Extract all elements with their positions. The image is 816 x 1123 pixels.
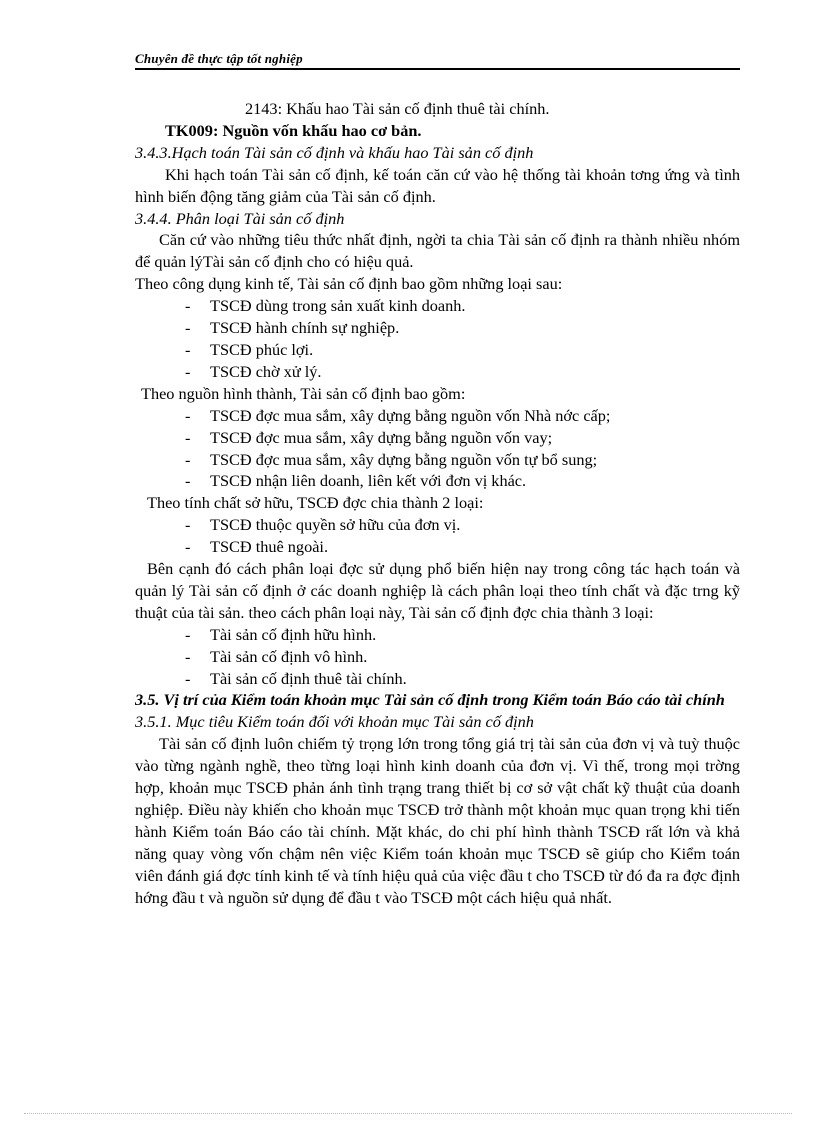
header-title: Chuyên đề thực tập tốt nghiệp bbox=[135, 51, 303, 66]
heading-3-4-3: 3.4.3.Hạch toán Tài sản cố định và khấu hao Tài sản cố định bbox=[135, 142, 534, 162]
list-tinh-chat bbox=[135, 624, 740, 690]
paragraph-ben-canh: Bên cạnh đó cách phân loại đợc sử dụng phổ biến hiện nay trong công tác hạch toán và quản lý Tài sản cố định ở các doanh nghiệp là cách phân loại theo tính chất và đặc trng kỹ thuật của tài sản. theo cách phân loại này, Tài sản cố định đợc chia thành 3 loại: bbox=[135, 559, 740, 622]
list-cong-dung bbox=[135, 295, 740, 383]
document-body bbox=[135, 98, 740, 909]
list-item: - TSCĐ thuộc quyền sở hữu của đơn vị. bbox=[185, 515, 461, 535]
list-item: - Tài sản cố định vô hình. bbox=[185, 646, 368, 666]
list-nguon-hinh-thanh bbox=[135, 405, 740, 493]
heading-3-5-1: 3.5.1. Mục tiêu Kiểm toán đối với khoản mục Tài sản cố định bbox=[135, 712, 534, 732]
paragraph-so-huu: Theo tính chất sở hữu, TSCĐ đợc chia thành 2 loại: bbox=[147, 493, 484, 513]
list-item: - TSCĐ phúc lợi. bbox=[185, 339, 314, 359]
paragraph-nguon-hinh-thanh: Theo nguồn hình thành, Tài sản cố định bao gồm: bbox=[141, 383, 466, 403]
page-header bbox=[135, 50, 740, 70]
list-item: - TSCĐ thuê ngoài. bbox=[185, 537, 329, 557]
heading-3-4-4: 3.4.4. Phân loại Tài sản cố định bbox=[135, 208, 345, 228]
list-item: - Tài sản cố định hữu hình. bbox=[185, 624, 377, 644]
list-item: - TSCĐ dùng trong sản xuất kinh doanh. bbox=[185, 296, 466, 316]
list-item: - TSCĐ đợc mua sắm, xây dựng bằng nguồn vốn tự bổ sung; bbox=[185, 449, 598, 469]
list-item: - TSCĐ đợc mua sắm, xây dựng bằng nguồn vốn Nhà nớc cấp; bbox=[185, 405, 611, 425]
list-item: - TSCĐ nhận liên doanh, liên kết với đơn vị khác. bbox=[185, 471, 527, 491]
list-item: - TSCĐ đợc mua sắm, xây dựng bằng nguồn vốn vay; bbox=[185, 427, 553, 447]
paragraph-3-5-1: Tài sản cố định luôn chiếm tỷ trọng lớn trong tổng giá trị tài sản của đơn vị và tuỳ thuộc vào từng ngành nghề, theo từng loại hình kinh doanh của đơn vị. Vì thế, trong mọi trờng hợp, khoản mục TSCĐ phản ánh tình trạng trang thiết bị cơ sở vật chất kỹ thuật của doanh nghiệp. Điều này khiến cho khoản mục TSCĐ trở thành một khoản mục quan trọng khi tiến hành Kiểm toán Báo cáo tài chính. Mặt khác, do chi phí hình thành TSCĐ rất lớn và khả năng quay vòng vốn chậm nên việc Kiểm toán khoản mục TSCĐ sẽ giúp cho Kiểm toán viên đánh giá đợc tính kinh tế và tính hiệu quả của việc đầu t cho TSCĐ từ đó đa ra đợc định hớng đầu t và nguồn sử dụng để đầu t vào TSCĐ một cách hiệu quả nhất. bbox=[135, 734, 740, 907]
list-item: - Tài sản cố định thuê tài chính. bbox=[185, 668, 407, 688]
list-so-huu bbox=[135, 514, 740, 558]
page-bottom-divider bbox=[24, 1113, 792, 1114]
paragraph-3-4-3: Khi hạch toán Tài sản cố định, kế toán căn cứ vào hệ thống tài khoản tơng ứng và tình hình biến động tăng giảm của Tài sản cố định. bbox=[135, 164, 740, 206]
paragraph-cong-dung: Theo công dụng kinh tế, Tài sản cố định bao gồm những loại sau: bbox=[135, 274, 563, 294]
line-tk009: TK009: Nguồn vốn khấu hao cơ bản. bbox=[165, 120, 422, 140]
list-item: - TSCĐ hành chính sự nghiệp. bbox=[185, 318, 400, 338]
line-2143: 2143: Khấu hao Tài sản cố định thuê tài chính. bbox=[245, 99, 550, 118]
heading-3-5: 3.5. Vị trí của Kiểm toán khoản mục Tài sản cố định trong Kiểm toán Báo cáo tài chính bbox=[135, 690, 725, 710]
list-item: - TSCĐ chờ xử lý. bbox=[185, 361, 322, 381]
paragraph-3-4-4: Căn cứ vào những tiêu thức nhất định, ngời ta chia Tài sản cố định ra thành nhiều nhóm để quản lýTài sản cố định cho có hiệu quả. bbox=[135, 230, 740, 272]
